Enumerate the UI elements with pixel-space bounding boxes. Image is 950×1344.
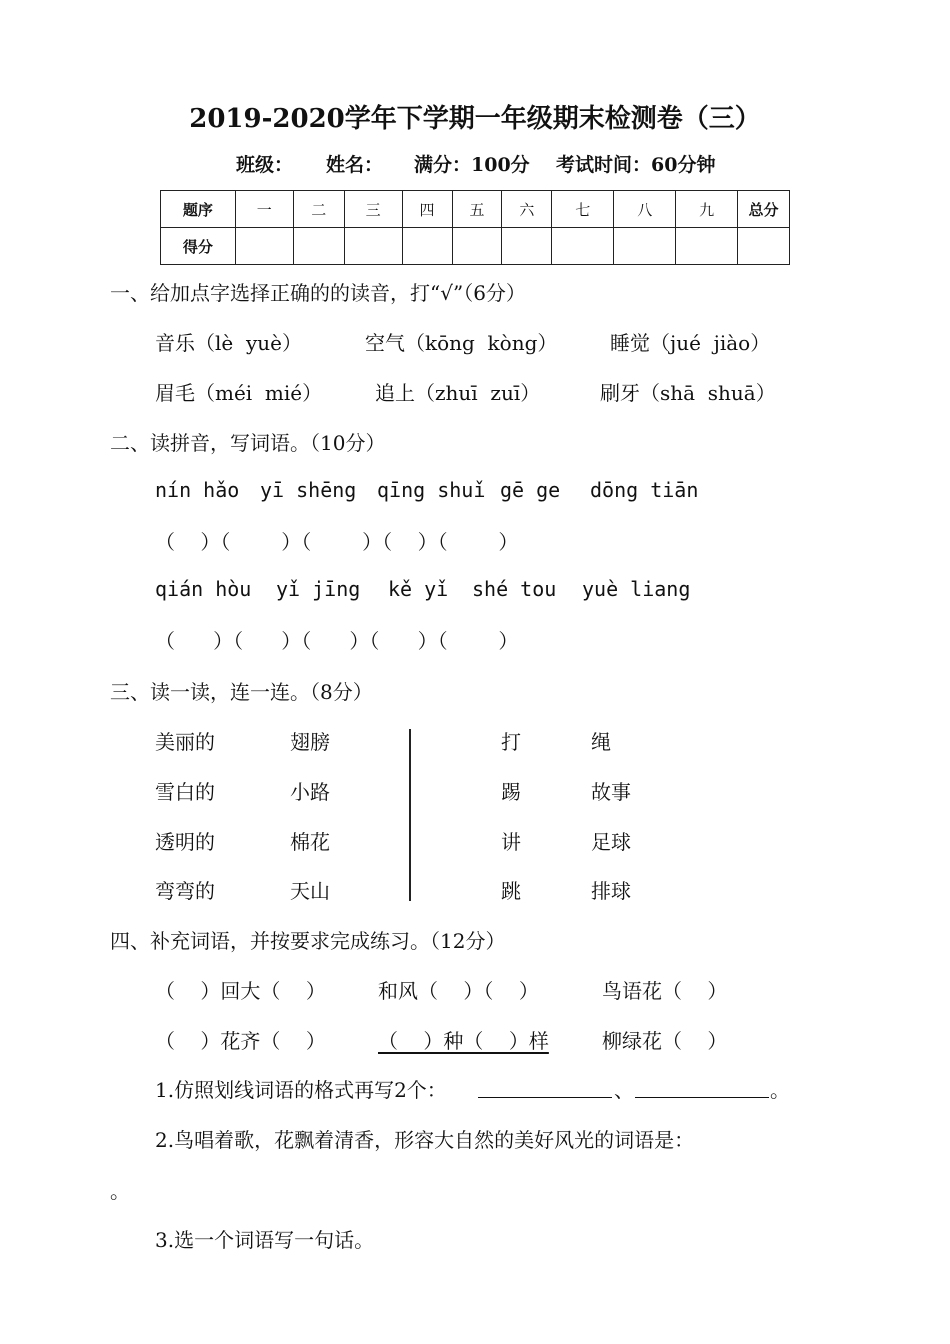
match-word[interactable]: 故事 [591,780,631,804]
s1-item[interactable]: 刷牙（shā shuā） [600,381,776,405]
score-cell[interactable] [502,228,552,265]
score-table-score-row [161,228,790,265]
pinyin: gē ge [500,478,561,502]
match-word[interactable]: 天山 [290,879,330,903]
answer-line[interactable] [635,1097,769,1098]
match-word[interactable]: 雪白的 [155,780,215,804]
match-word[interactable]: 美丽的 [155,730,215,754]
cell-q8: 八 [614,191,676,228]
match-word[interactable]: 打 [501,730,521,754]
score-table [160,190,790,265]
match-word[interactable]: 透明的 [155,830,215,854]
separator: 、 [614,1078,634,1102]
score-cell[interactable] [676,228,738,265]
score-cell[interactable] [452,228,502,265]
pinyin: yī shēng [260,478,357,502]
pinyin: yuè liang [582,577,691,601]
section-2-heading: 二、读拼音，写词语。（10分） [110,431,386,455]
cell-q5: 五 [452,191,502,228]
idiom-blank[interactable]: 和风（ ）（ ） [378,979,539,1003]
match-word[interactable]: 弯弯的 [155,879,215,903]
score-table-header-row [161,191,790,228]
section-4-heading: 四、补充词语，并按要求完成练习。（12分） [110,929,506,953]
idiom-blank[interactable]: （ ）回大（ ） [155,979,326,1003]
name-label: 姓名： [326,154,384,176]
match-word[interactable]: 棉花 [290,830,330,854]
score-cell[interactable] [402,228,452,265]
score-cell[interactable] [738,228,790,265]
s1-item[interactable]: 眉毛（méi mié） [155,381,323,405]
cell-q4: 四 [402,191,452,228]
s1-item[interactable]: 追上（zhuī zuī） [375,381,541,405]
cell-q3: 三 [344,191,402,228]
answer-line[interactable] [478,1097,612,1098]
question-2: 2.鸟唱着歌，花飘着清香，形容大自然的美好风光的词语是： [155,1128,695,1152]
pinyin: kě yǐ [388,577,449,601]
pinyin: yǐ jīng [276,577,361,601]
answer-brackets[interactable]: （ ）（ ）（ ）（ ）（ ） [155,629,519,653]
class-label: 班级： [236,154,294,176]
section-3-heading: 三、读一读，连一连。（8分） [110,680,373,704]
pinyin: qián hòu [155,577,252,601]
s1-item[interactable]: 睡觉（jué jiào） [610,331,771,355]
answer-brackets[interactable]: （ ）（ ）（ ）（ ）（ ） [155,530,519,554]
cell-order-label: 题序 [161,191,236,228]
underlined-idiom[interactable]: （ ）种（ ）样 [378,1029,549,1053]
pinyin: qīng shuǐ [377,478,486,502]
match-word[interactable]: 绳 [591,730,611,754]
match-word[interactable]: 排球 [591,879,631,903]
idiom-blank[interactable]: 柳绿花（ ） [602,1029,728,1053]
match-word[interactable]: 讲 [501,830,521,854]
pinyin: nín hǎo [155,478,240,502]
s1-item[interactable]: 空气（kōng kòng） [365,331,558,355]
cell-total-label: 总分 [738,191,790,228]
cell-q2: 二 [293,191,344,228]
score-cell[interactable] [614,228,676,265]
pinyin: dōng tiān [590,478,699,502]
page-title: 2019-2020学年下学期一年级期末检测卷（三） [189,104,761,134]
score-cell[interactable] [344,228,402,265]
cell-score-label: 得分 [161,228,236,265]
score-cell[interactable] [293,228,344,265]
score-cell[interactable] [235,228,293,265]
cell-q9: 九 [676,191,738,228]
question-3: 3.选一个词语写一句话。 [155,1228,375,1252]
idiom-blank[interactable]: 鸟语花（ ） [602,979,728,1003]
full-score-label: 满分：100分 [414,154,530,176]
exam-time-label: 考试时间：60分钟 [556,154,716,176]
match-word[interactable]: 踢 [501,780,521,804]
divider-line [409,729,411,901]
question-1: 1.仿照划线词语的格式再写2个： [155,1078,447,1102]
match-word[interactable]: 足球 [591,830,631,854]
cell-q1: 一 [235,191,293,228]
period: 。 [770,1078,790,1102]
idiom-blank[interactable]: （ ）花齐（ ） [155,1029,326,1053]
match-word[interactable]: 翅膀 [290,730,330,754]
pinyin: shé tou [472,577,557,601]
section-1-heading: 一、给加点字选择正确的的读音，打“√”（6分） [110,281,526,305]
s1-item[interactable]: 音乐（lè yuè） [155,331,302,355]
score-cell[interactable] [552,228,614,265]
match-word[interactable]: 跳 [501,879,521,903]
cell-q7: 七 [552,191,614,228]
period: 。 [110,1179,130,1203]
match-word[interactable]: 小路 [290,780,330,804]
cell-q6: 六 [502,191,552,228]
